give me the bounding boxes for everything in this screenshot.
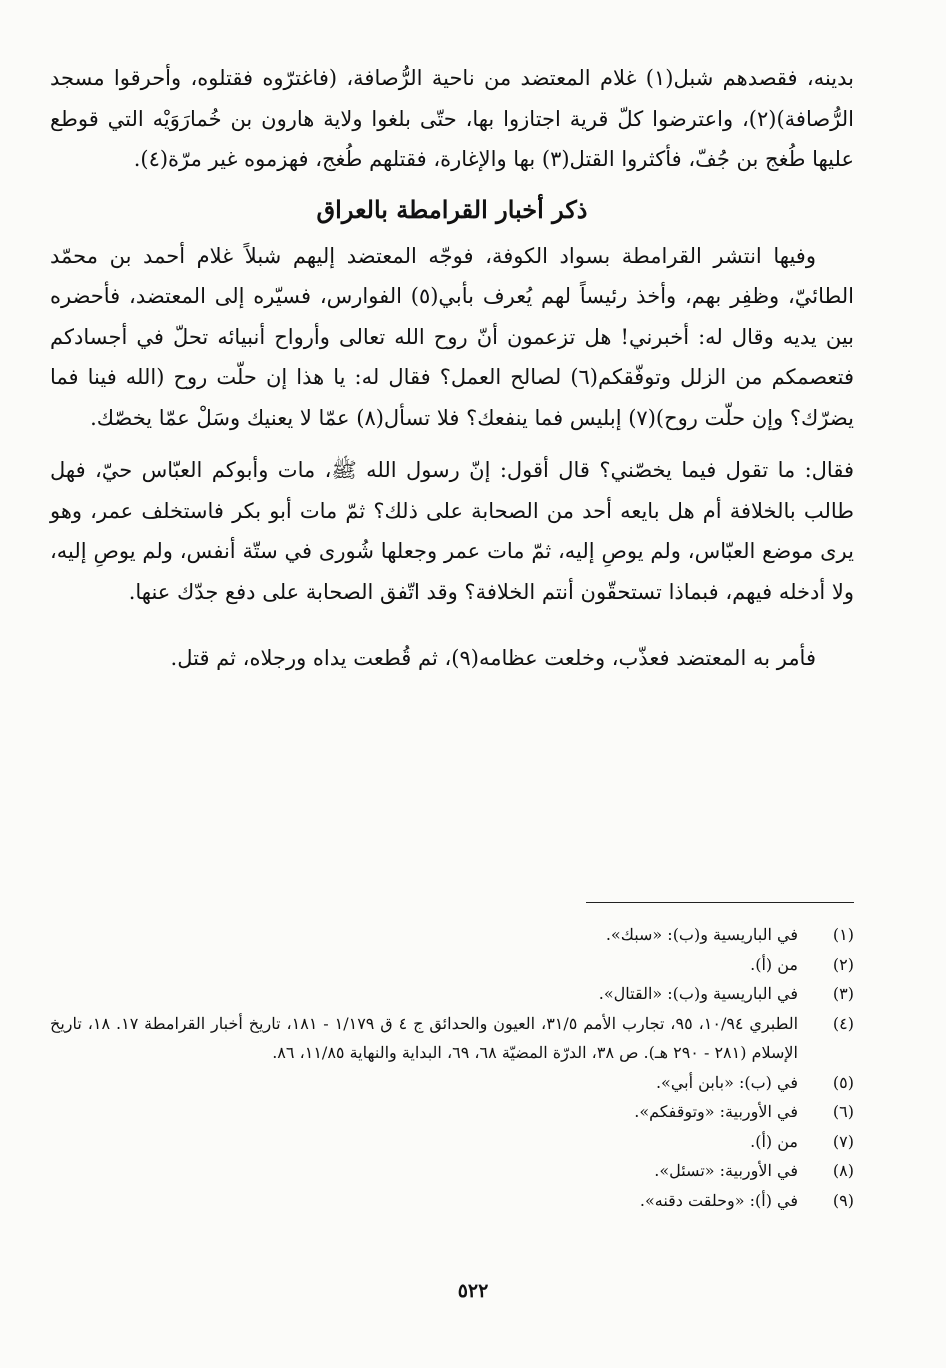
footnote-item [50,979,854,1009]
footnote-number: (٥) [832,1072,854,1092]
footnote-number: (٨) [832,1161,854,1180]
footnote-item [50,950,854,980]
paragraph-qarmatians: وفيها انتشر القرامطة بسواد الكوفة، فوجّه المعتضد إليهم شبلاً غلام أحمد بن محمّد الطائيّ، وظفِر بهم، وأخذ رئيساً لهم يُعرف بأبي(٥) الفوارس، فسيّره إلى المعتضد، فأحضره بين يديه وقال له: أخبرني! هل تزعمون أنّ روح الله تعالى وأرواح أنبيائه تحلّ في أجسادكم فتعصمكم من الزلل وتوفّقكم(٦) لصالح العمل؟ فقال له: يا هذا إن حلّت روح (الله فينا فما يضرّك؟ وإن حلّت روح)(٧) إبليس فما ينفعك؟ فلا تسأل(٨) عمّا لا يعنيك وسَلْ عمّا يخصّك. [50,243,854,430]
footnote-item [50,1068,854,1098]
footnotes [50,920,854,1215]
footnote-number: (٦) [832,1102,854,1121]
footnote-text: في الباريسية و(ب): «سبك». [605,925,798,944]
footnote-item [50,1156,854,1186]
footnote-text: في الأوربية: «وتوقفكم». [634,1102,798,1121]
footnote-separator [586,902,854,903]
footnote-number: (٧) [832,1131,854,1151]
footnote-item [50,1186,854,1216]
footnote-text: في (أ): «وحلقت دقنه». [639,1190,798,1210]
footnote-text: من (أ). [750,1131,798,1151]
footnote-item [50,920,854,950]
footnote-text: في الأوربية: «تسئل». [654,1161,798,1180]
page-number: ٥٢٢ [457,1280,489,1302]
footnote-number: (٢) [832,954,854,974]
footnote-text: من (أ). [750,954,798,974]
footnote-text: الطبري ١٠/٩٤، ٩٥، تجارب الأمم ٣١/٥، العيون والحدائق ج ٤ ق ١/١٧٩ - ١٨١، تاريخ أخبار القرامطة ١٧. ١٨، تاريخ الإسلام (٢٨١ - ٢٩٠ هـ). ص ٣٨، الدرّة المضيّة ٦٨، ٦٩، البداية والنهاية ١١/٨٥، ٨٦. [50,1013,799,1062]
footnote-number: (١) [832,925,854,944]
footnote-number: (٣) [832,984,854,1003]
paragraph-intro: بدينه، فقصدهم شبل(١) غلام المعتضد من ناحية الرُّصافة، (فاغترّوه فقتلوه، وأحرقوا مسجد الرُّصافة)(٢)، واعترضوا كلّ قرية اجتازوا بها، حتّى بلغوا ولاية هارون بن خُمارَوَيْه التي قوطع عليها طُغج بن جُفّ، فأكثروا القتل(٣) بها والإغارة، فقتلهم طُغج، فهزموه غير مرّة(٤). [50,66,854,171]
footnote-text: في الباريسية و(ب): «القتال». [598,984,798,1003]
footnote-number: (٤) [832,1013,854,1033]
footnote-text: في (ب): «بابن أبي». [655,1072,798,1092]
footnote-number: (٩) [832,1190,854,1210]
section-heading: ذكر أخبار القرامطة بالعراق [316,194,588,224]
paragraph-execution: فأمر به المعتضد فعذّب، وخلعت عظامه(٩)، ثم قُطعت يداه ورجلاه، ثم قتل. [170,646,816,670]
footnote-item [50,1127,854,1157]
paragraph-reply: فقال: ما تقول فيما يخصّني؟ قال أقول: إنّ رسول الله ﷺ، مات وأبوكم العبّاس حيّ، فهل طالب بالخلافة أم هل بايعه أحد من الصحابة على ذلك؟ ثمّ مات أبو بكر فاستخلف عمر، وهو يرى موضع العبّاس، ولم يوصِ إليه، ثمّ مات عمر وجعلها شُورى في ستّة أنفس، ولم يوصِ إليه، ولا أدخله فيهم، فبماذا تستحقّون أنتم الخلافة؟ وقد اتّفق الصحابة على دفع جدّك عنها. [50,458,854,604]
footnote-item [50,1009,854,1068]
footnote-item [50,1097,854,1127]
